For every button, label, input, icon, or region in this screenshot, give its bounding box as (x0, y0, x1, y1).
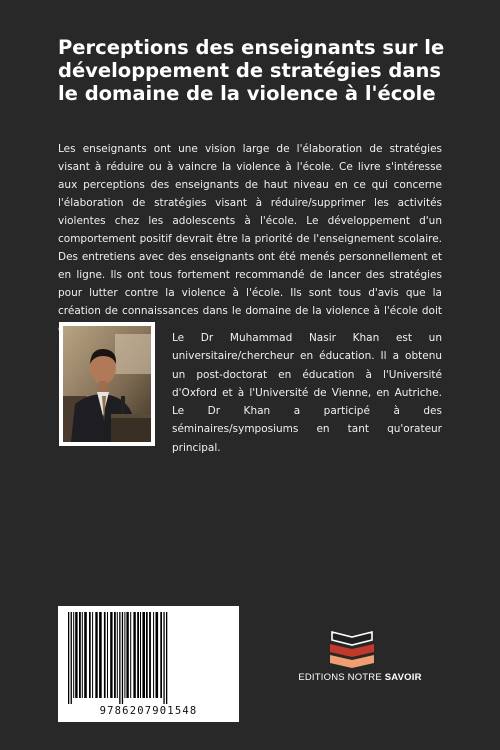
barcode-bar (153, 612, 154, 698)
author-photo (63, 326, 151, 442)
barcode-bar (99, 612, 102, 698)
barcode-bar (107, 612, 108, 698)
barcode-bar (119, 612, 120, 704)
barcode-bar (89, 612, 91, 698)
barcode-bar (163, 612, 164, 704)
barcode-bar (68, 612, 69, 704)
barcode-bar (104, 612, 106, 698)
barcode-bar (84, 612, 87, 698)
barcode-bar (130, 612, 131, 698)
barcode-bar (166, 612, 167, 704)
barcode-bar (92, 612, 93, 698)
barcode-bar (126, 612, 128, 698)
barcode-bar (140, 612, 141, 698)
barcode-bar (137, 612, 139, 698)
barcode-bar (71, 612, 72, 704)
speaker-at-podium-photo (63, 326, 151, 442)
barcode-bar (122, 612, 123, 704)
barcode-bar (156, 612, 159, 698)
barcode (58, 606, 239, 722)
barcode-bar (142, 612, 145, 698)
barcode-bar (79, 612, 81, 698)
barcode-bar (73, 612, 74, 698)
publisher-bold: SAVOIR (384, 672, 422, 683)
barcode-bar (133, 612, 135, 698)
barcode-bar (114, 612, 116, 698)
book-blurb: Les enseignants ont une vision large de l'élaboration de stratégies visant à réduire ou à vaincre la violence à l'école. Ce livre s'intéresse aux perceptions des enseignants de haut niveau en ce qui concerne l'élaboration de stratégies visant à réduire/supprimer les activités violentes chez les adolescents à l'école. Le développement d'un comportement positif devrait être la priorité de l'enseignement scolaire. Des entretiens avec des enseignants ont été menés personnellement et en ligne. Ils ont tous fortement recommandé de lancer des stratégies pour lutter contre la violence à l'école. Ils sont tous d'avis que la création de connaissances dans le domaine de la violence à l'école doit (58, 143, 442, 317)
book-title: Perceptions des enseignants sur le développement de stratégies dans le domaine de la violence à l'école (58, 36, 445, 105)
barcode-bar (82, 612, 83, 698)
book-stack-icon (326, 630, 378, 668)
publisher-name (290, 672, 430, 683)
barcode-bar (146, 612, 148, 698)
barcode-bar (124, 612, 125, 698)
barcode-bar (95, 612, 97, 698)
barcode-bar (149, 612, 151, 698)
barcode-bar (75, 612, 77, 698)
barcode-bar (117, 612, 118, 698)
author-bio: Le Dr Muhammad Nasir Khan est un universitaire/chercheur en éducation. Il a obtenu un post-doctorat en éducation à l'Université d'Oxford et à l'Université de Vienne, en Autriche. Le Dr Khan a participé à des séminaires/symposiums en tant qu'orateur principal. (172, 332, 442, 454)
publisher-prefix: EDITIONS NOTRE (298, 672, 382, 683)
barcode-bar (110, 612, 112, 698)
isbn-number: 9786207901548 (99, 705, 198, 717)
barcode-bar (160, 612, 162, 698)
barcode-bars (62, 612, 235, 704)
